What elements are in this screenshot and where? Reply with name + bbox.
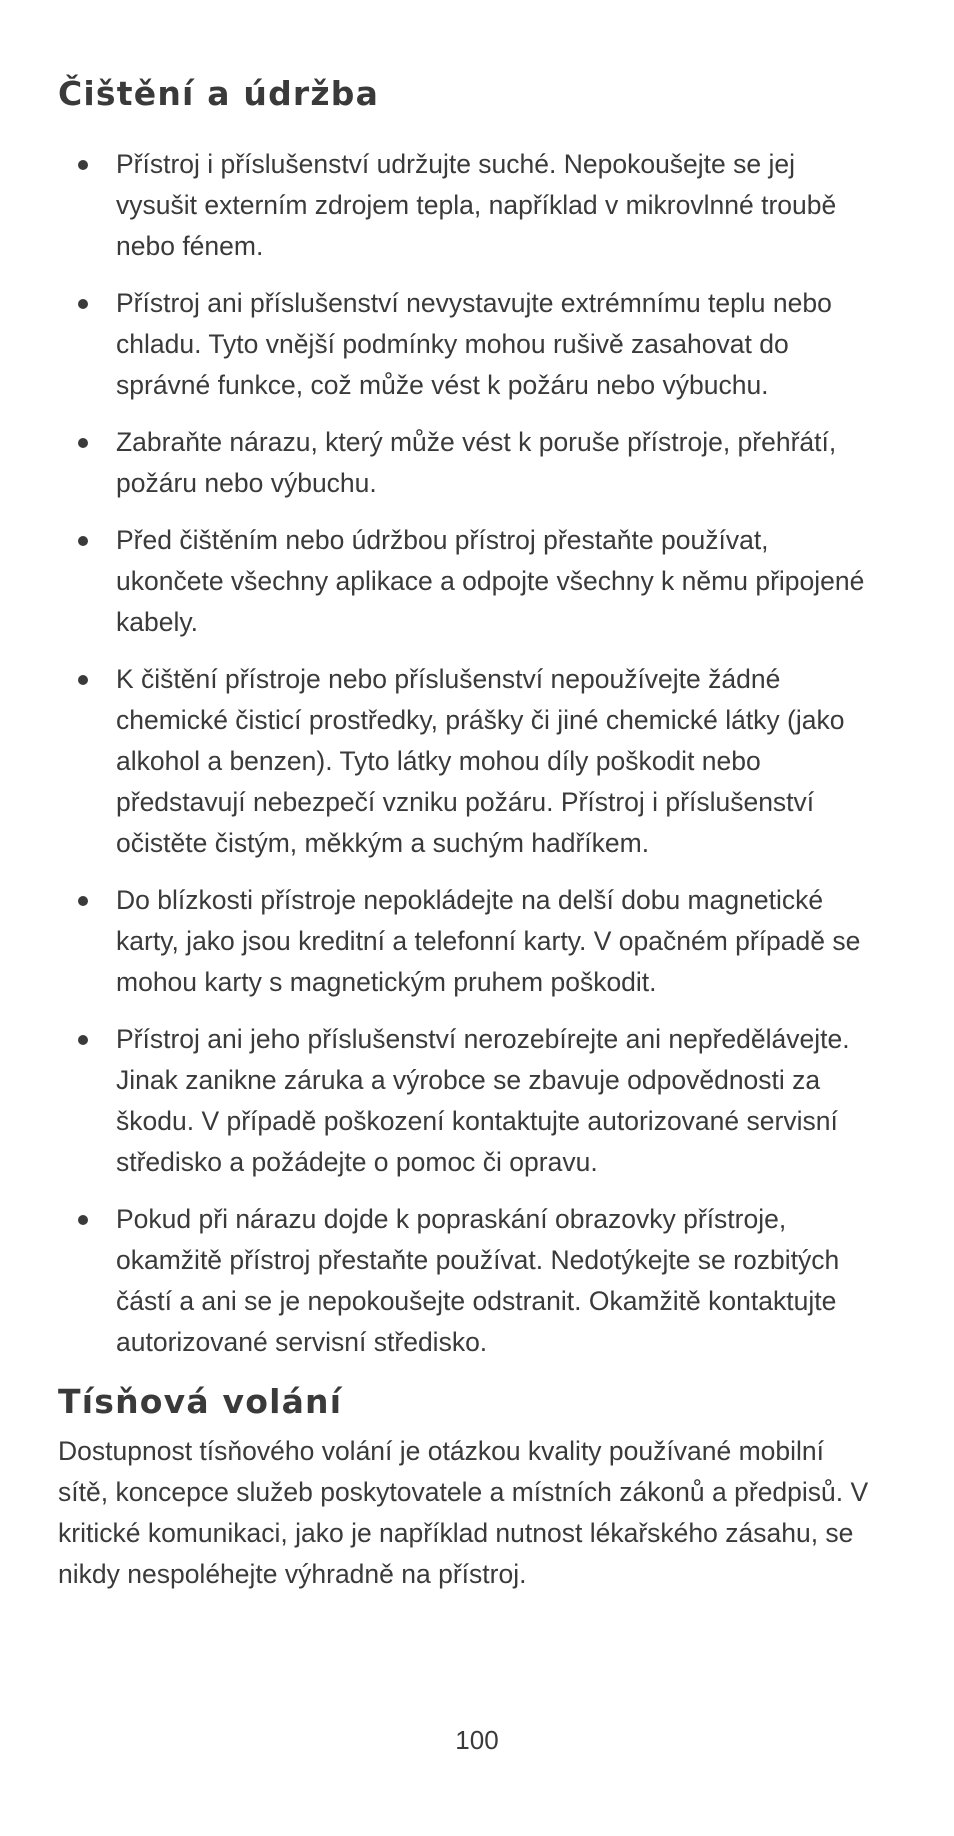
bullet-icon — [78, 896, 88, 906]
list-item-text: Přístroj i příslušenství udržujte suché. Nepokoušejte se jej vysušit externím zdrojem tepla, například v mikrovlnné troubě nebo fénem. — [116, 149, 837, 261]
list-item-text: K čištění přístroje nebo příslušenství nepoužívejte žádné chemické čisticí prostředky, prášky či jiné chemické látky (jako alkohol a benzen). Tyto látky mohou díly poškodit nebo představují nebezpečí vzniku požáru. Přístroj i příslušenství očistěte čistým, měkkým a suchým hadříkem. — [116, 664, 845, 858]
list-item — [0, 1199, 954, 1363]
section-heading-cleaning: Čištění a údržba — [58, 74, 380, 113]
list-item-text: Přístroj ani jeho příslušenství nerozebírejte ani nepředělávejte. Jinak zanikne záruka a výrobce se zbavuje odpovědnosti za škodu. V případě poškození kontaktujte autorizované servisní středisko a požádejte o pomoc či opravu. — [116, 1024, 850, 1177]
bullet-icon — [78, 536, 88, 546]
list-item-text: Před čištěním nebo údržbou přístroj přestaňte používat, ukončete všechny aplikace a odpojte všechny k němu připojené kabely. — [116, 525, 865, 637]
bullet-icon — [78, 675, 88, 685]
bullet-icon — [78, 160, 88, 170]
list-item — [0, 880, 954, 1003]
bullet-icon — [78, 1035, 88, 1045]
bullet-icon — [78, 438, 88, 448]
list-item — [0, 1019, 954, 1183]
page-number: 100 — [455, 1725, 499, 1755]
list-item — [0, 422, 954, 504]
list-item — [0, 144, 954, 267]
cleaning-instructions-list — [0, 144, 954, 1379]
list-item-text: Přístroj ani příslušenství nevystavujte extrémnímu teplu nebo chladu. Tyto vnější podmínky mohou rušivě zasahovat do správné funkce, což může vést k požáru nebo výbuchu. — [116, 288, 832, 400]
section-heading-emergency-calls: Tísňová volání — [58, 1382, 343, 1421]
bullet-icon — [78, 1215, 88, 1225]
list-item-text: Do blízkosti přístroje nepokládejte na delší dobu magnetické karty, jako jsou kreditní a telefonní karty. V opačném případě se mohou karty s magnetickým pruhem poškodit. — [116, 885, 861, 997]
list-item — [0, 283, 954, 406]
list-item — [0, 520, 954, 643]
list-item-text: Pokud při nárazu dojde k popraskání obrazovky přístroje, okamžitě přístroj přestaňte používat. Nedotýkejte se rozbitých částí a ani se je nepokoušejte odstranit. Okamžitě kontaktujte autorizované servisní středisko. — [116, 1204, 840, 1357]
list-item — [0, 659, 954, 864]
bullet-icon — [78, 299, 88, 309]
emergency-calls-paragraph: Dostupnost tísňového volání je otázkou kvality používané mobilní sítě, koncepce služeb poskytovatele a místních zákonů a předpisů. V kritické komunikaci, jako je například nutnost lékařského zásahu, se nikdy nespoléhejte výhradně na přístroj. — [58, 1436, 869, 1589]
list-item-text: Zabraňte nárazu, který může vést k poruše přístroje, přehřátí, požáru nebo výbuchu. — [116, 427, 837, 498]
